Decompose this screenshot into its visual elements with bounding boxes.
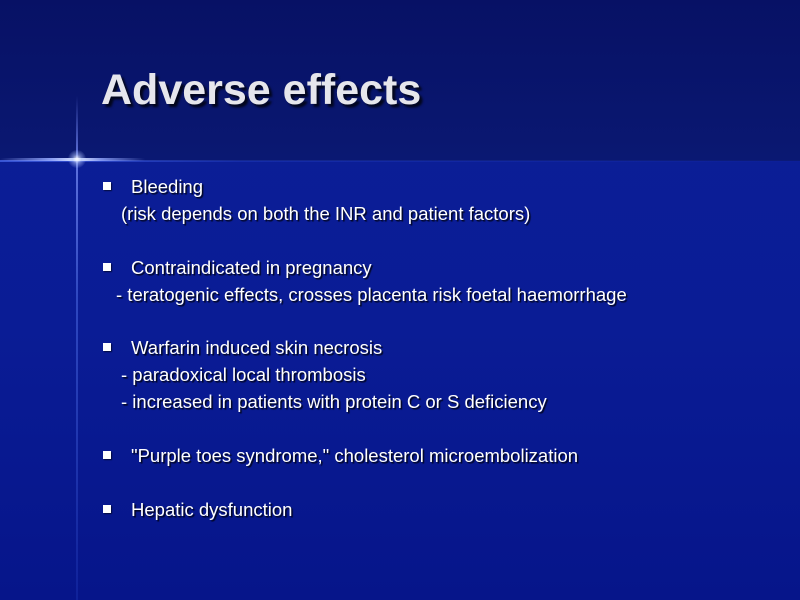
bullet-subline: - teratogenic effects, crosses placenta risk foetal haemorrhage xyxy=(116,284,627,305)
bullet-subline: - paradoxical local thrombosis xyxy=(121,364,366,385)
bullet-subline: (risk depends on both the INR and patient factors) xyxy=(121,203,531,224)
bullet-text: "Purple toes syndrome," cholesterol microembolization xyxy=(131,445,579,466)
slide-title: Adverse effects xyxy=(101,66,422,114)
bullet-text: Bleeding xyxy=(131,176,204,197)
decorative-vertical-line xyxy=(76,96,78,600)
bullet-marker-icon xyxy=(103,451,111,459)
bullet-marker-icon xyxy=(103,343,111,351)
bullet-text: Contraindicated in pregnancy xyxy=(131,257,372,278)
bullet-marker-icon xyxy=(103,263,111,271)
bullet-marker-icon xyxy=(103,182,111,190)
bullet-marker-icon xyxy=(103,505,111,513)
decorative-light-flare xyxy=(68,150,86,168)
bullet-subline: - increased in patients with protein C or S deficiency xyxy=(121,391,547,412)
bullet-text: Warfarin induced skin necrosis xyxy=(131,337,383,358)
bullet-text: Hepatic dysfunction xyxy=(131,499,293,520)
